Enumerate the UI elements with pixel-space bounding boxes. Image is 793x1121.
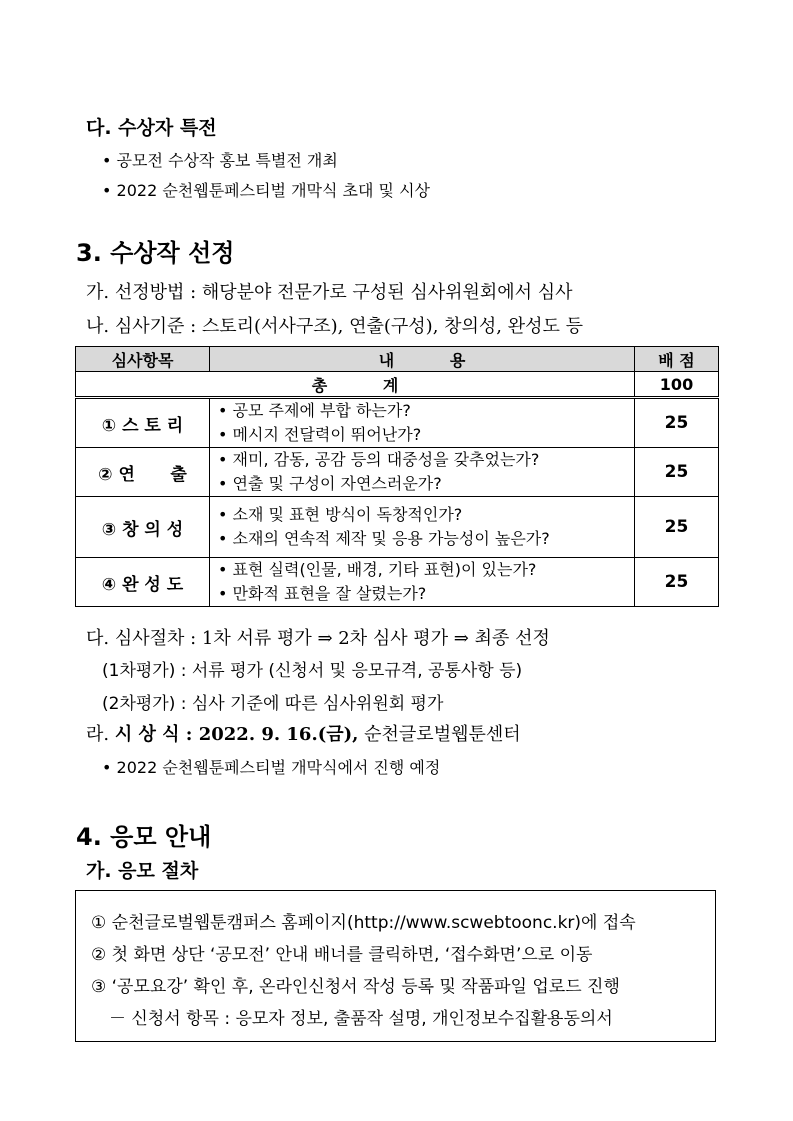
- round1-description: (1차평가) : 서류 평가 (신청서 및 응모규격, 공통사항 등): [102, 661, 523, 681]
- step-3: ③ ‘공모요강’ 확인 후, 온라인신청서 작성 등록 및 작품파일 업로드 진행: [91, 977, 620, 997]
- selection-criteria: 나. 심사기준 : 스토리(서사구조), 연출(구성), 창의성, 완성도 등: [86, 316, 584, 337]
- criterion-description: • 소재 및 표현 방식이 독창적인가? • 소재의 연속적 제작 및 응용 가능성이 높은가?: [210, 497, 635, 558]
- section3-heading: 3. 수상작 선정: [76, 239, 235, 267]
- criterion-description: • 재미, 감동, 공감 등의 대중성을 갖추었는가? • 연출 및 구성이 자연스러운가?: [210, 448, 635, 497]
- application-steps-box: [75, 890, 716, 1042]
- ceremony-note: • 2022 순천웹툰페스티벌 개막식에서 진행 예정: [102, 758, 441, 777]
- criterion-score: 25: [635, 448, 719, 497]
- round2-description: (2차평가) : 심사 기준에 따른 심사위원회 평가: [102, 694, 444, 714]
- criterion-label: ③ 창 의 성: [76, 497, 210, 558]
- criterion-description: • 표현 실력(인물, 배경, 기타 표현)이 있는가? • 만화적 표현을 잘 살렸는가?: [210, 558, 635, 607]
- header-criteria: 심사항목: [76, 347, 210, 372]
- awards-perk-item: • 공모전 수상작 홍보 특별전 개최: [102, 151, 338, 170]
- application-procedure-heading: 가. 응모 절차: [86, 860, 199, 882]
- criterion-score: 25: [635, 558, 719, 607]
- header-content: 내 용: [210, 347, 635, 372]
- criterion-score: 25: [635, 497, 719, 558]
- table-row: [76, 558, 719, 607]
- total-value: 100: [635, 372, 719, 398]
- table-row: [76, 398, 719, 448]
- criterion-label: ② 연 출: [76, 448, 210, 497]
- step-1: ① 순천글로벌웹툰캠퍼스 홈페이지(http://www.scwebtoonc.kr)에 접속: [91, 913, 636, 933]
- table-row: [76, 497, 719, 558]
- awards-perks-heading: 다. 수상자 특전: [86, 117, 217, 139]
- awards-perk-item: • 2022 순천웹툰페스티벌 개막식 초대 및 시상: [102, 181, 430, 200]
- criterion-score: 25: [635, 398, 719, 448]
- selection-method: 가. 선정방법 : 해당분야 전문가로 구성된 심사위원회에서 심사: [86, 282, 573, 303]
- scoring-table: [75, 346, 719, 607]
- table-total-row: [76, 372, 719, 398]
- step-2: ② 첫 화면 상단 ‘공모전’ 안내 배너를 클릭하면, ‘접수화면’으로 이동: [91, 945, 593, 965]
- step-3-note: － 신청서 항목 : 응모자 정보, 출품작 설명, 개인정보수집활용동의서: [109, 1009, 613, 1029]
- header-score: 배 점: [635, 347, 719, 372]
- total-label: 총 계: [76, 372, 635, 398]
- ceremony-info: 라. 시 상 식 : 2022. 9. 16.(금), 순천글로벌웹툰센터: [86, 724, 521, 745]
- criterion-description: • 공모 주제에 부합 하는가? • 메시지 전달력이 뛰어난가?: [210, 398, 635, 448]
- review-procedure: 다. 심사절차 : 1차 서류 평가 ⇒ 2차 심사 평가 ⇒ 최종 선정: [86, 628, 550, 649]
- criterion-label: ④ 완 성 도: [76, 558, 210, 607]
- section4-heading: 4. 응모 안내: [76, 823, 212, 851]
- table-header-row: [76, 347, 719, 372]
- table-row: [76, 448, 719, 497]
- criterion-label: ① 스 토 리: [76, 398, 210, 448]
